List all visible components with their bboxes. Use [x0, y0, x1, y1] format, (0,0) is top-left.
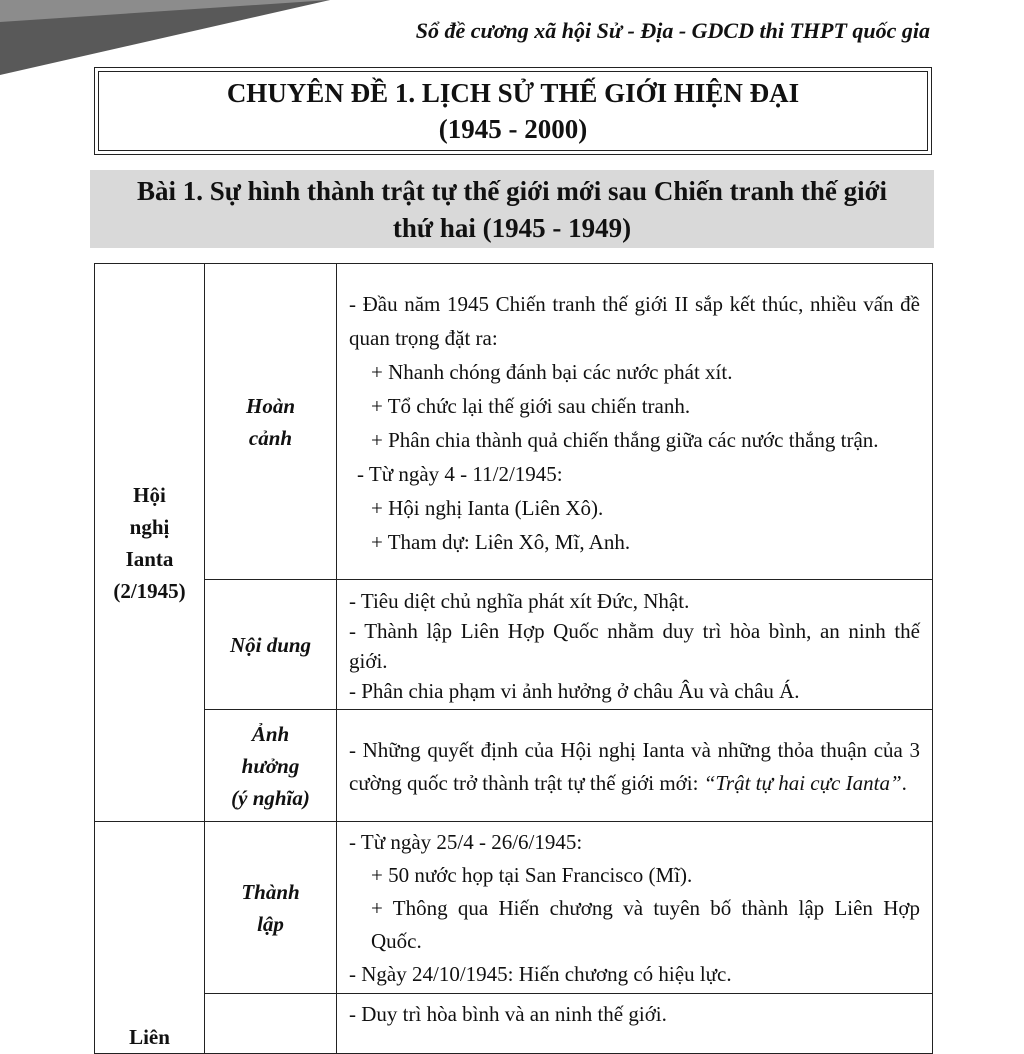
- chapter-title-box: [94, 67, 932, 155]
- table-row: [95, 710, 933, 822]
- table-row: [95, 822, 933, 994]
- content-line: + Hội nghị Ianta (Liên Xô).: [371, 495, 604, 520]
- aspect-line: lập: [257, 911, 284, 936]
- aspect-cell-content: [205, 580, 337, 710]
- topic-cell-yalta: [95, 264, 205, 822]
- lesson-title-line2: thứ hai (1945 - 1949): [392, 213, 632, 243]
- content-line: - Đầu năm 1945 Chiến tranh thế giới II sắp kết thúc, nhiều vấn đề quan trọng đặt ra:: [349, 291, 920, 350]
- topic-line: (2/1945): [113, 578, 186, 603]
- content-line: - Từ ngày 25/4 - 26/6/1945:: [349, 830, 583, 854]
- content-line: - Phân chia phạm vi ảnh hưởng ở châu Âu và châu Á.: [349, 678, 800, 703]
- content-line: + Tổ chức lại thế giới sau chiến tranh.: [371, 393, 691, 418]
- aspect-line: Hoàn: [245, 393, 295, 418]
- aspect-line: cảnh: [248, 425, 293, 450]
- aspect-cell-founding: [205, 822, 337, 994]
- content-cell-impact: [337, 710, 933, 822]
- content-line: - Ngày 24/10/1945: Hiến chương có hiệu lực.: [349, 962, 732, 986]
- content-cell-context: [337, 264, 933, 580]
- aspect-cell-impact: [205, 710, 337, 822]
- content-line: - Thành lập Liên Hợp Quốc nhằm duy trì hòa bình, an ninh thế giới.: [349, 618, 920, 673]
- content-text: - Những quyết định của Hội nghị Ianta và những thỏa thuận của 3 cường quốc trở thành trật tự thế giới mới:: [349, 737, 920, 795]
- aspect-cell-context: [205, 264, 337, 580]
- aspect-line: Ảnh: [251, 721, 290, 746]
- lesson-title-band: [90, 170, 934, 248]
- topic-cell-un: [95, 822, 205, 1054]
- content-line: + Phân chia thành quả chiến thắng giữa các nước thắng trận.: [371, 427, 879, 452]
- content-line: - Duy trì hòa bình và an ninh thế giới.: [349, 1002, 667, 1026]
- content-line: - Từ ngày 4 - 11/2/1945:: [357, 461, 563, 486]
- content-end: .: [901, 770, 907, 795]
- chapter-years: (1945 - 2000): [438, 114, 588, 144]
- topic-line: nghị: [129, 514, 170, 539]
- content-line: + 50 nước họp tại San Francisco (Mĩ).: [371, 863, 693, 887]
- lesson-title-line1: Bài 1. Sự hình thành trật tự thế giới mới sau Chiến tranh thế giới: [136, 176, 888, 206]
- content-cell-founding: [337, 822, 933, 994]
- content-line: + Thông qua Hiến chương và tuyên bố thành lập Liên Hợp Quốc.: [371, 896, 920, 953]
- topic-line: Liên: [129, 1025, 170, 1049]
- topic-line: Hội: [133, 482, 166, 507]
- chapter-title: CHUYÊN ĐỀ 1. LỊCH SỬ THẾ GIỚI HIỆN ĐẠI: [226, 78, 800, 108]
- topic-line: Ianta: [125, 546, 174, 571]
- content-quote: “Trật tự hai cực Ianta”: [703, 770, 902, 795]
- content-cell-content: [337, 580, 933, 710]
- aspect-line: Thành: [241, 879, 300, 904]
- aspect-line: (ý nghĩa): [231, 785, 310, 810]
- aspect-line: hưởng: [241, 753, 300, 778]
- table-row: [95, 580, 933, 710]
- aspect-line: Nội dung: [229, 632, 312, 657]
- content-line: + Tham dự: Liên Xô, Mĩ, Anh.: [371, 529, 631, 554]
- table-row: [95, 264, 933, 580]
- content-line: - Tiêu diệt chủ nghĩa phát xít Đức, Nhật.: [349, 588, 690, 613]
- running-header: Sổ đề cương xã hội Sử - Địa - GDCD thi THPT quốc gia: [415, 18, 930, 43]
- content-line: + Nhanh chóng đánh bại các nước phát xít.: [371, 359, 733, 384]
- summary-table: [94, 263, 933, 1054]
